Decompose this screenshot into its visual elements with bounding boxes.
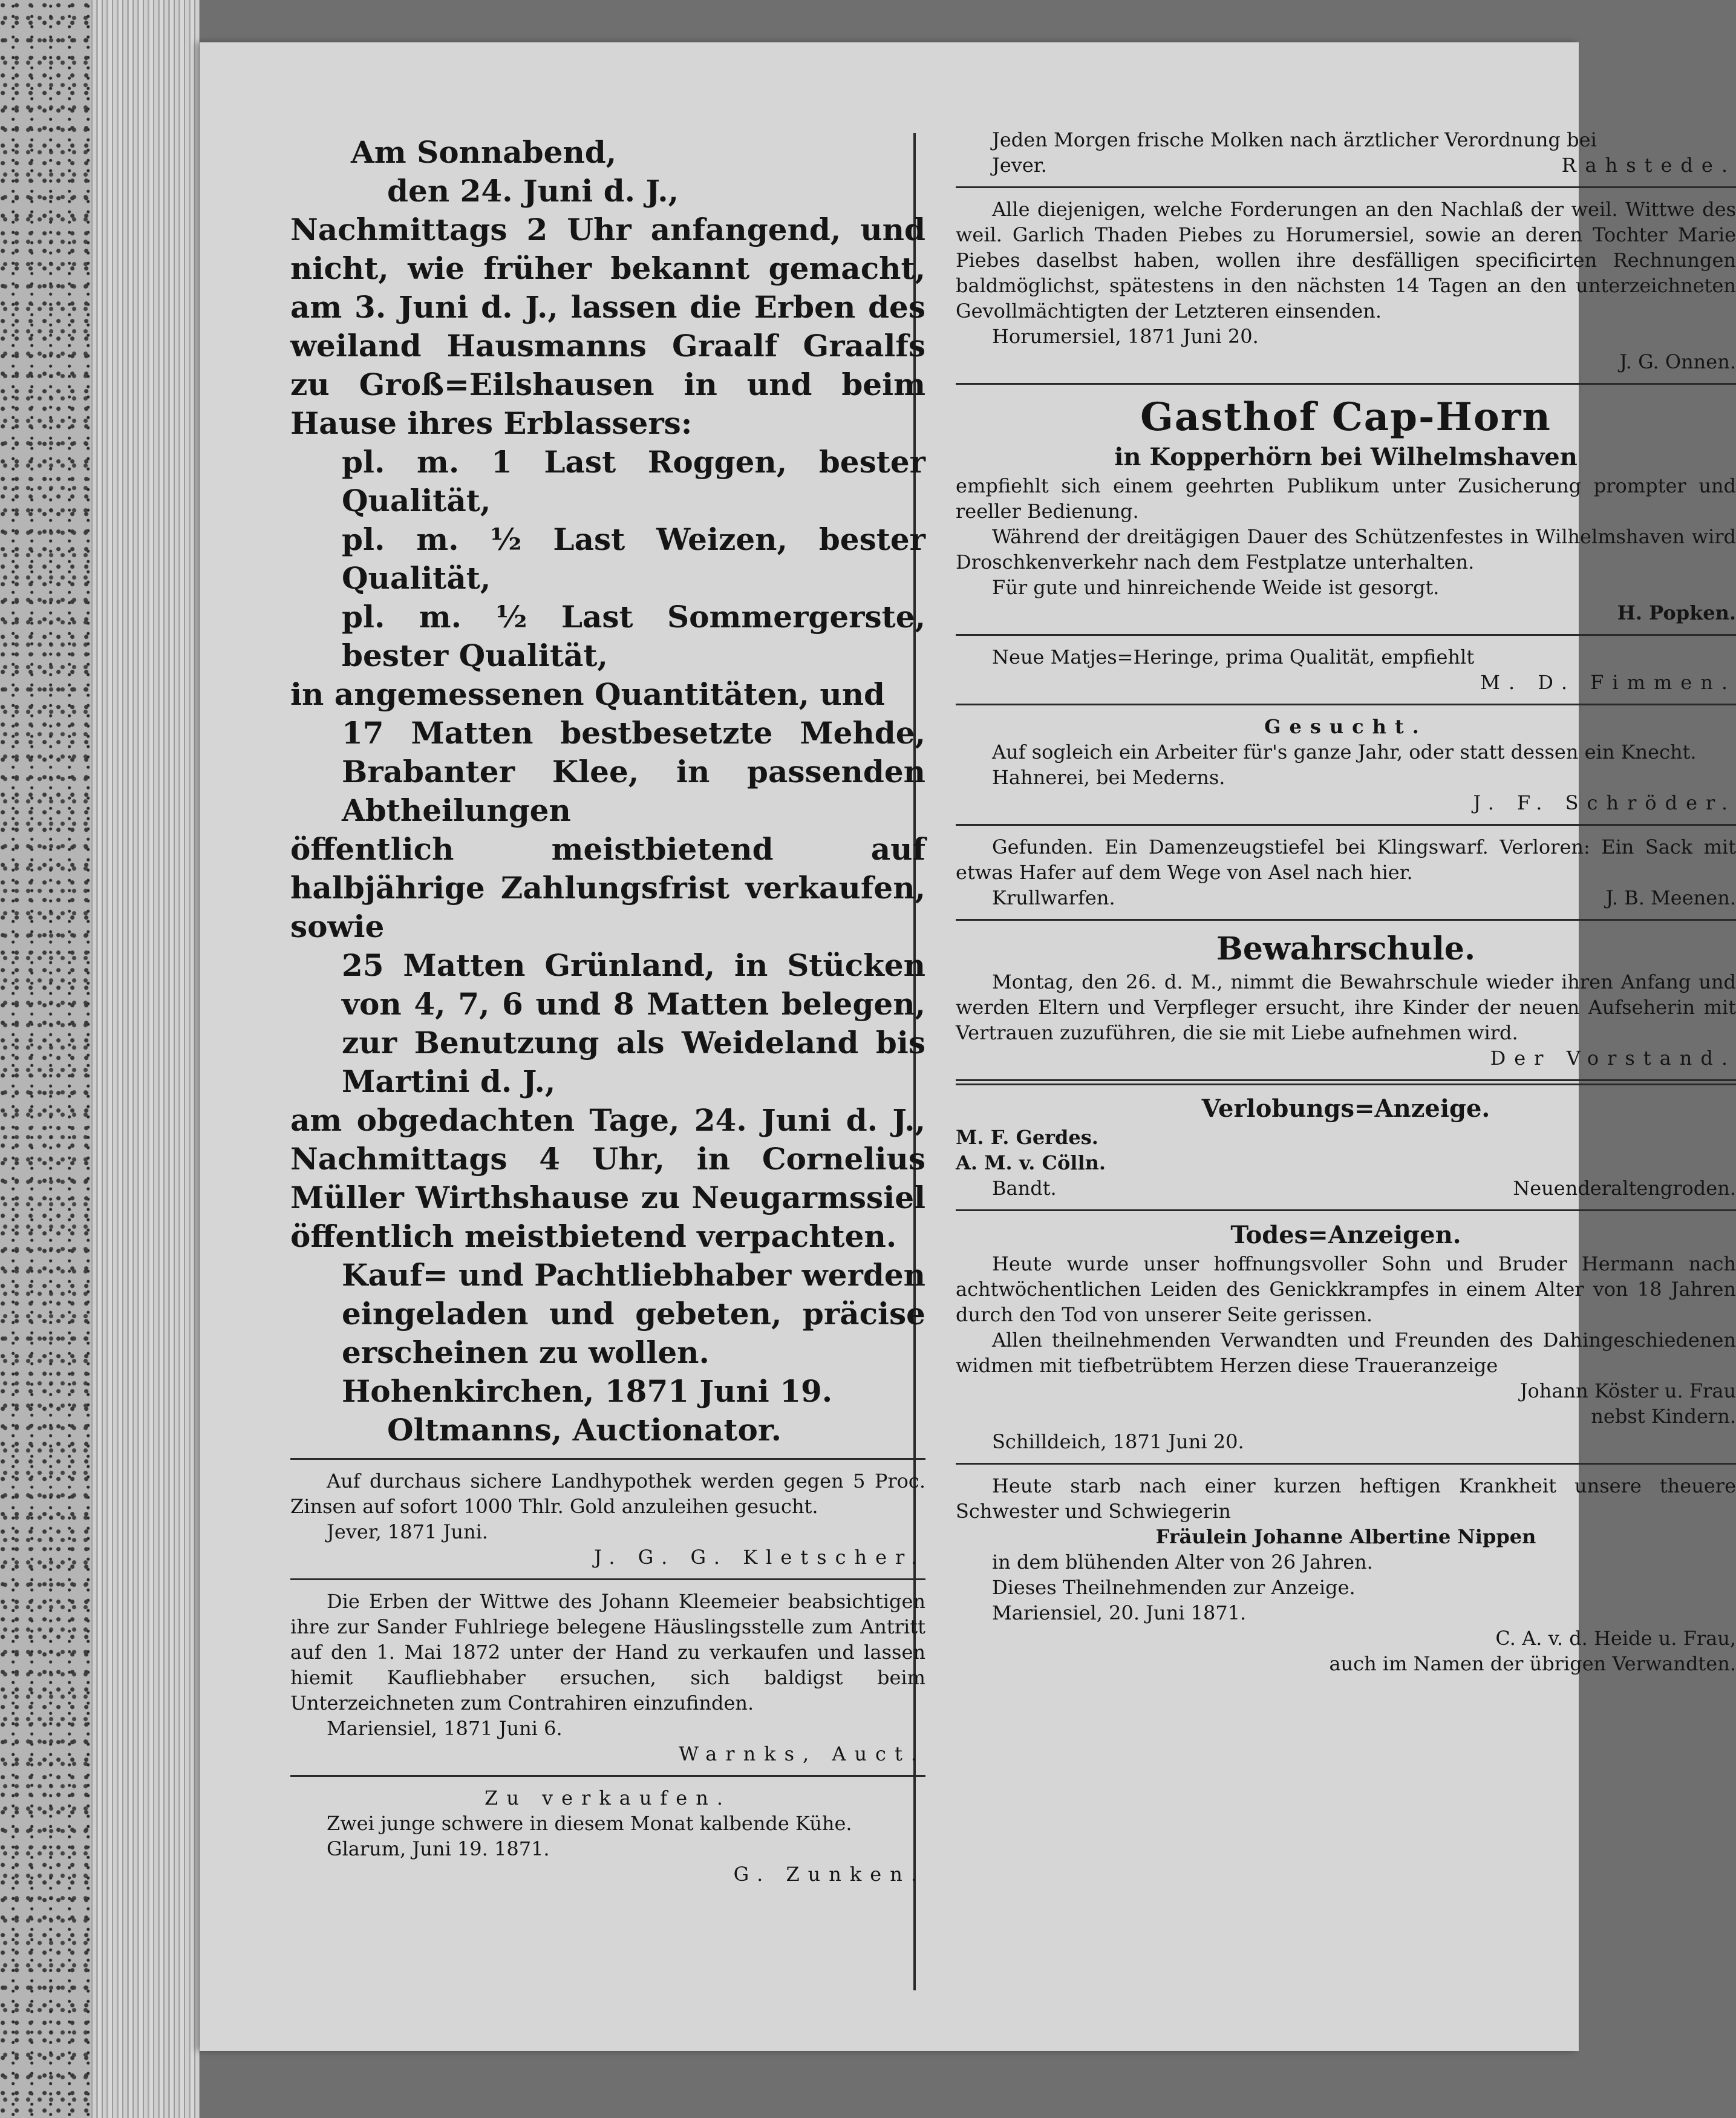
auction-body-2: in angemessenen Quantitäten, und [290,676,886,712]
engagement-place-2: Neuenderaltengroden. [1513,1177,1736,1200]
school-notice [956,929,1736,1071]
inn-signature: H. Popken. [1617,601,1736,624]
cows-place: Glarum, Juni 19. 1871. [327,1837,550,1860]
left-column [290,133,925,1887]
wanted-title: Gesucht. [1264,715,1428,738]
loan-place: Jever, 1871 Juni. [327,1520,488,1543]
whey-notice [956,127,1736,178]
rule [956,919,1736,921]
deaths-text-3: Heute starb nach einer kurzen heftigen Krankheit unsere theuere Schwester und Schwiegerin [956,1474,1736,1523]
wanted-signature: J. F. Schröder. [1473,791,1736,814]
deaths-name: Fräulein Johanne Albertine Nippen [1155,1525,1536,1548]
heirs-signature: Warnks, Auct. [679,1742,925,1765]
cows-signature: G. Zunken. [733,1863,925,1886]
cows-title: Zu verkaufen. [485,1786,731,1809]
auction-signature: Oltmanns, Auctionator. [387,1412,782,1448]
school-title: Bewahrschule. [1216,930,1476,967]
inn-subtitle: in Kopperhörn bei Wilhelmshaven [1114,443,1578,471]
claims-signature: J. G. Onnen. [1619,350,1736,373]
cows-text: Zwei junge schwere in diesem Monat kalbende Kühe. [327,1812,852,1835]
book-edge-speckle [0,0,91,2118]
double-rule [956,1079,1736,1081]
rule [956,824,1736,826]
rule [956,186,1736,188]
right-column [956,127,1736,1676]
auction-item-rye: pl. m. 1 Last Roggen, bester Qualität, [342,444,925,518]
herring-notice [956,644,1736,695]
rule [290,1775,925,1777]
inn-advert [956,393,1736,626]
engagement-name-1: M. F. Gerdes. [956,1126,1098,1149]
school-signature: Der Vorstand. [1490,1047,1736,1070]
auction-item-barley: pl. m. ½ Last Sommergerste, bester Qualität, [342,599,925,673]
herring-signature: M. D. Fimmen. [1480,671,1736,694]
claims-place: Horumersiel, 1871 Juni 20. [992,325,1259,348]
inn-text-2: Während der dreitägigen Dauer des Schützenfestes in Wilhelmshaven wird Droschkenverkehr nach dem Festplatze unterhalten. [956,525,1736,574]
wanted-notice [956,714,1736,815]
auction-item-meadow: 17 Matten bestbesetzte Mehde, Brabanter Klee, in passenden Abtheilungen [342,715,925,828]
deaths-text-5: Dieses Theilnehmenden zur Anzeige. [992,1576,1356,1599]
wanted-place: Hahnerei, bei Mederns. [992,766,1225,789]
auction-line-2: den 24. Juni d. J., [387,173,679,209]
deaths-signature-4: auch im Namen der übrigen Verwandten. [1329,1652,1736,1675]
cows-notice [290,1785,925,1887]
school-text: Montag, den 26. d. M., nimmt die Bewahrschule wieder ihren Anfang und werden Eltern und Verpfleger ersucht, ihre Kinder der neuen Aufseherin mit Vertrauen zuzuführen, die sie mit Liebe aufnehmen wird. [956,970,1736,1044]
rule [956,1209,1736,1211]
rule [290,1578,925,1580]
deaths-place-1: Schilldeich, 1871 Juni 20. [992,1430,1244,1453]
rule [290,1458,925,1460]
found-place: Krullwarfen. [992,886,1115,909]
auction-place: Hohenkirchen, 1871 Juni 19. [342,1373,833,1409]
auction-body-1: Nachmittags 2 Uhr anfangend, und nicht, wie früher bekannt gemacht, am 3. Juni d. J., lassen die Erben des weiland Hausmanns Graalf Graalfs zu Groß=Eilshausen in und beim Hause ihres Erblassers: [290,212,925,441]
deaths-text-1: Heute wurde unser hoffnungsvoller Sohn und Bruder Hermann nach achtwöchentlichen Leiden des Genickkrampfes in einem Alter von 18 Jahren durch den Tod von unserer Seite gerissen. [956,1252,1736,1326]
inn-text-3: Für gute und hinreichende Weide ist gesorgt. [992,576,1440,599]
engagement-name-2: A. M. v. Cölln. [956,1151,1106,1174]
engagement-place-1: Bandt. [992,1177,1057,1200]
heirs-notice [290,1589,925,1767]
inn-text-1: empfiehlt sich einem geehrten Publikum unter Zusicherung prompter und reeller Bedienung. [956,474,1736,523]
deaths-signature-1: Johann Köster u. Frau [1519,1379,1736,1402]
auction-item-wheat: pl. m. ½ Last Weizen, bester Qualität, [342,521,925,596]
claims-notice [956,197,1736,374]
claims-text: Alle diejenigen, welche Forderungen an den Nachlaß der weil. Wittwe des weil. Garlich Thaden Piebes zu Horumersiel, sowie an deren Tochter Marie Piebes daselbst haben, wollen ihre desfälligen specificirten Rechnungen baldmöglichst, spätestens in den nächsten 14 Tagen an den unterzeichneten Gevollmächtigten der Letzteren einsenden. [956,198,1736,322]
auction-line-1: Am Sonnabend, [351,134,617,170]
heirs-place: Mariensiel, 1871 Juni 6. [327,1717,563,1740]
engagement-notice [956,1093,1736,1201]
deaths-signature-2: nebst Kindern. [1591,1405,1736,1428]
whey-signature: Rahstede. [1561,154,1736,177]
auction-item-grassland: 25 Matten Grünland, in Stücken von 4, 7, 6 und 8 Matten belegen, zur Benutzung als Weideland bis Martini d. J., [342,947,925,1099]
rule [956,704,1736,705]
wanted-text: Auf sogleich ein Arbeiter für's ganze Jahr, oder statt dessen ein Knecht. [992,740,1697,763]
rule [956,1463,1736,1465]
loan-signature: J. G. G. Kletscher. [594,1546,925,1569]
found-text: Gefunden. Ein Damenzeugstiefel bei Klingswarf. Verloren: Ein Sack mit etwas Hafer auf dem Wege von Asel nach hier. [956,835,1736,884]
deaths-title: Todes=Anzeigen. [1230,1221,1461,1249]
found-notice [956,834,1736,910]
death-notices [956,1220,1736,1676]
rule [956,634,1736,636]
auction-notice [290,133,925,1450]
deaths-place-2: Mariensiel, 20. Juni 1871. [992,1601,1247,1624]
auction-body-5: Kauf= und Pachtliebhaber werden eingeladen und gebeten, präcise erscheinen zu wollen. [342,1257,925,1370]
herring-text: Neue Matjes=Heringe, prima Qualität, empfiehlt [992,646,1475,668]
whey-text: Jeden Morgen frische Molken nach ärztlicher Verordnung bei [992,128,1597,151]
inn-title: Gasthof Cap-Horn [1140,394,1552,440]
loan-text: Auf durchaus sichere Landhypothek werden gegen 5 Proc. Zinsen auf sofort 1000 Thlr. Gold anzuleihen gesucht. [290,1469,925,1518]
newspaper-page [200,42,1736,2051]
deaths-text-4: in dem blühenden Alter von 26 Jahren. [992,1551,1373,1574]
found-signature: J. B. Meenen. [1605,886,1736,909]
deaths-signature-3: C. A. v. d. Heide u. Frau, [1495,1627,1736,1650]
auction-body-4: am obgedachten Tage, 24. Juni d. J., Nachmittags 4 Uhr, in Cornelius Müller Wirthshause zu Neugarmssiel öffentlich meistbietend verpachten. [290,1102,925,1254]
whey-place: Jever. [992,154,1047,177]
heirs-text: Die Erben der Wittwe des Johann Kleemeier beabsichtigen ihre zur Sander Fuhlriege belegene Häuslingsstelle zum Antritt auf den 1. Mai 1872 unter der Hand zu verkaufen und lassen hiemit Kaufliebhaber ersuchen, sich baldigst beim Unterzeichneten zum Contrahiren einzufinden. [290,1590,925,1714]
rule [956,383,1736,385]
engagement-title: Verlobungs=Anzeige. [1201,1094,1490,1123]
auction-body-3: öffentlich meistbietend auf halbjährige Zahlungsfrist verkaufen, sowie [290,831,925,944]
deaths-text-2: Allen theilnehmenden Verwandten und Freunden des Dahingeschiedenen widmen mit tiefbetrübtem Herzen diese Traueranzeige [956,1329,1736,1377]
loan-notice [290,1468,925,1570]
